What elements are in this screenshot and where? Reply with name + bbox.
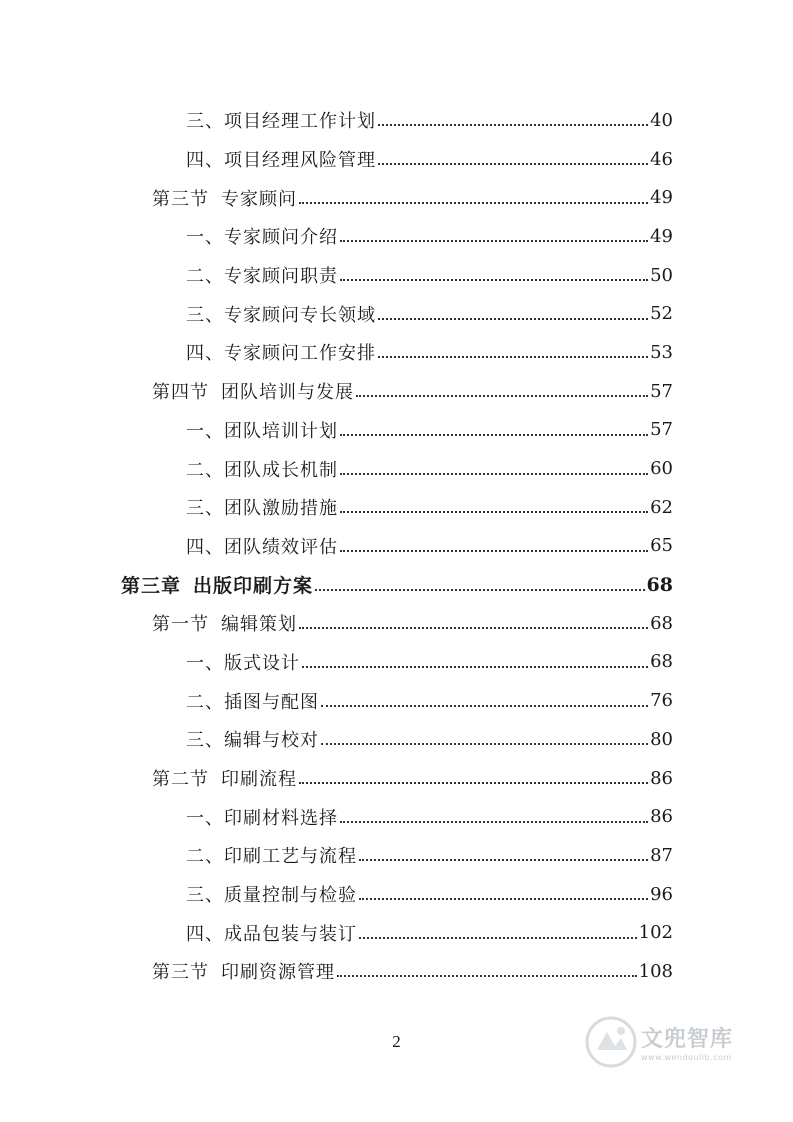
toc-entry-text: 团队激励措施 [224, 498, 338, 520]
toc-entry-text: 插图与配图 [224, 691, 319, 713]
toc-entry-page: 40 [650, 109, 673, 131]
toc-entry-title [186, 417, 340, 443]
toc-entry-title [186, 339, 378, 365]
toc-entry-text: 项目经理工作计划 [224, 111, 376, 133]
toc-entry-title [186, 107, 378, 133]
toc-entry[interactable] [0, 256, 673, 295]
toc-entry-text: 团队培训与发展 [221, 382, 354, 404]
toc-dot-leader [340, 473, 648, 475]
toc-entry-number: 三、 [186, 498, 224, 520]
toc-entry-number: 三、 [186, 111, 224, 133]
toc-entry-text: 项目经理风险管理 [224, 150, 376, 172]
toc-entry-title [152, 765, 299, 791]
toc-entry-title [186, 726, 321, 752]
toc-dot-leader [340, 511, 648, 513]
toc-entry-number: 三、 [186, 730, 224, 752]
toc-entry[interactable] [0, 140, 673, 179]
toc-entry-title [152, 958, 337, 984]
toc-entry-number: 三、 [186, 304, 224, 326]
toc-entry-number: 四、 [186, 923, 224, 945]
toc-entry-number: 第二节 [152, 769, 209, 791]
toc-dot-leader [315, 589, 645, 591]
toc-entry-text: 印刷工艺与流程 [224, 846, 357, 868]
toc-dot-leader [340, 550, 648, 552]
toc-entry[interactable] [0, 294, 673, 333]
toc-entry-title [186, 688, 321, 714]
toc-entry-text: 团队培训计划 [224, 420, 338, 442]
toc-entry[interactable] [0, 565, 673, 604]
toc-dot-leader [302, 666, 648, 668]
toc-entry-text: 专家顾问介绍 [224, 227, 338, 249]
toc-entry-title [152, 610, 299, 636]
watermark [585, 1016, 733, 1068]
toc-entry-number: 一、 [186, 807, 224, 829]
toc-entry-number: 第四节 [152, 382, 209, 404]
toc-entry[interactable] [0, 527, 673, 566]
toc-entry-page: 57 [650, 380, 673, 402]
toc-entry-text: 成品包装与装订 [224, 923, 357, 945]
toc-dot-leader [359, 937, 637, 939]
toc-entry-page: 86 [650, 806, 673, 828]
toc-dot-leader [299, 627, 648, 629]
toc-entry-text: 专家顾问 [221, 188, 297, 210]
toc-entry-text: 版式设计 [224, 652, 300, 674]
toc-entry-text: 专家顾问职责 [224, 266, 338, 288]
toc-entry-title [121, 571, 315, 598]
toc-dot-leader [340, 279, 648, 281]
toc-entry-text: 印刷资源管理 [221, 962, 335, 984]
toc-entry[interactable] [0, 681, 673, 720]
toc-entry-title [186, 920, 359, 946]
toc-entry-page: 57 [650, 419, 673, 441]
toc-entry-number: 二、 [186, 846, 224, 868]
toc-entry-title [186, 223, 340, 249]
watermark-title: 文兜智库 [641, 1027, 734, 1052]
toc-entry[interactable] [0, 411, 673, 450]
toc-dot-leader [356, 395, 648, 397]
toc-entry-page: 68 [646, 573, 673, 596]
toc-entry-page: 53 [650, 341, 673, 363]
toc-entry[interactable] [0, 217, 673, 256]
toc-entry[interactable] [0, 449, 673, 488]
toc-entry[interactable] [0, 720, 673, 759]
toc-dot-leader [378, 163, 648, 165]
toc-entry[interactable] [0, 333, 673, 372]
toc-entry[interactable] [0, 101, 673, 140]
toc-dot-leader [299, 202, 648, 204]
toc-entry-number: 二、 [186, 459, 224, 481]
toc-entry-number: 一、 [186, 420, 224, 442]
toc-entry-page: 87 [650, 844, 673, 866]
toc-dot-leader [299, 782, 648, 784]
toc-entry-text: 出版印刷方案 [193, 575, 314, 598]
toc-entry[interactable] [0, 836, 673, 875]
toc-entry-page: 80 [650, 728, 673, 750]
toc-entry-title [186, 262, 340, 288]
toc-dot-leader [337, 975, 637, 977]
toc-entry[interactable] [0, 372, 673, 411]
toc-entry-number: 四、 [186, 150, 224, 172]
toc-entry-number: 第三章 [121, 575, 182, 598]
toc-entry-page: 60 [650, 458, 673, 480]
toc-entry-page: 68 [650, 651, 673, 673]
toc-entry-number: 第三节 [152, 188, 209, 210]
toc-dot-leader [321, 743, 648, 745]
toc-entry-page: 65 [650, 535, 673, 557]
toc-entry-number: 三、 [186, 885, 224, 907]
toc-entry-page: 86 [650, 767, 673, 789]
toc-entry[interactable] [0, 759, 673, 798]
toc-entry-title [186, 146, 378, 172]
toc-dot-leader [359, 859, 648, 861]
toc-dot-leader [378, 318, 648, 320]
toc-entry[interactable] [0, 797, 673, 836]
toc-entry-page: 68 [650, 612, 673, 634]
toc-entry-number: 第三节 [152, 962, 209, 984]
toc-entry-page: 62 [650, 496, 673, 518]
toc-entry-page: 52 [650, 303, 673, 325]
toc-dot-leader [340, 434, 648, 436]
toc-entry-page: 46 [650, 148, 673, 170]
toc-entry-title [186, 494, 340, 520]
toc-entry-title [186, 804, 340, 830]
toc-entry-number: 一、 [186, 652, 224, 674]
toc-dot-leader [321, 705, 648, 707]
toc-entry-text: 质量控制与检验 [224, 885, 357, 907]
toc-entry-title [186, 533, 340, 559]
toc-entry-text: 印刷流程 [221, 769, 297, 791]
page-number: 2 [392, 1032, 401, 1051]
toc-entry-title [186, 301, 378, 327]
toc-dot-leader [378, 124, 648, 126]
toc-entry-text: 专家顾问专长领域 [224, 304, 376, 326]
toc-dot-leader [340, 821, 648, 823]
toc-entry-number: 第一节 [152, 614, 209, 636]
toc-entry-title [186, 456, 340, 482]
toc-entry-title [186, 881, 359, 907]
toc-dot-leader [378, 356, 648, 358]
toc-entry-number: 二、 [186, 691, 224, 713]
toc-entry-page: 49 [650, 187, 673, 209]
watermark-logo-icon [585, 1016, 637, 1068]
toc-entry-text: 编辑策划 [221, 614, 297, 636]
toc-entry-page: 50 [650, 264, 673, 286]
toc-entry-title [186, 649, 302, 675]
toc-entry-title [186, 842, 359, 868]
toc-entry-number: 二、 [186, 266, 224, 288]
toc-entry-text: 专家顾问工作安排 [224, 343, 376, 365]
toc-entry-page: 49 [650, 225, 673, 247]
toc-entry[interactable] [0, 643, 673, 682]
watermark-url: www.wendoulib.com [641, 1053, 732, 1062]
table-of-contents [0, 101, 793, 991]
toc-dot-leader [340, 240, 648, 242]
toc-entry[interactable] [0, 604, 673, 643]
toc-entry-text: 团队成长机制 [224, 459, 338, 481]
toc-entry[interactable] [0, 488, 673, 527]
toc-dot-leader [359, 898, 648, 900]
toc-entry[interactable] [0, 178, 673, 217]
toc-entry-text: 编辑与校对 [224, 730, 319, 752]
toc-entry-text: 印刷材料选择 [224, 807, 338, 829]
toc-entry-page: 102 [638, 922, 673, 944]
toc-entry[interactable] [0, 913, 673, 952]
toc-entry-page: 96 [650, 883, 673, 905]
toc-entry-number: 一、 [186, 227, 224, 249]
toc-entry[interactable] [0, 875, 673, 914]
toc-entry-title [152, 185, 299, 211]
toc-entry-number: 四、 [186, 536, 224, 558]
toc-entry-page: 76 [650, 690, 673, 712]
toc-entry[interactable] [0, 952, 673, 991]
toc-entry-number: 四、 [186, 343, 224, 365]
toc-entry-text: 团队绩效评估 [224, 536, 338, 558]
toc-entry-title [152, 378, 356, 404]
toc-entry-page: 108 [638, 960, 673, 982]
